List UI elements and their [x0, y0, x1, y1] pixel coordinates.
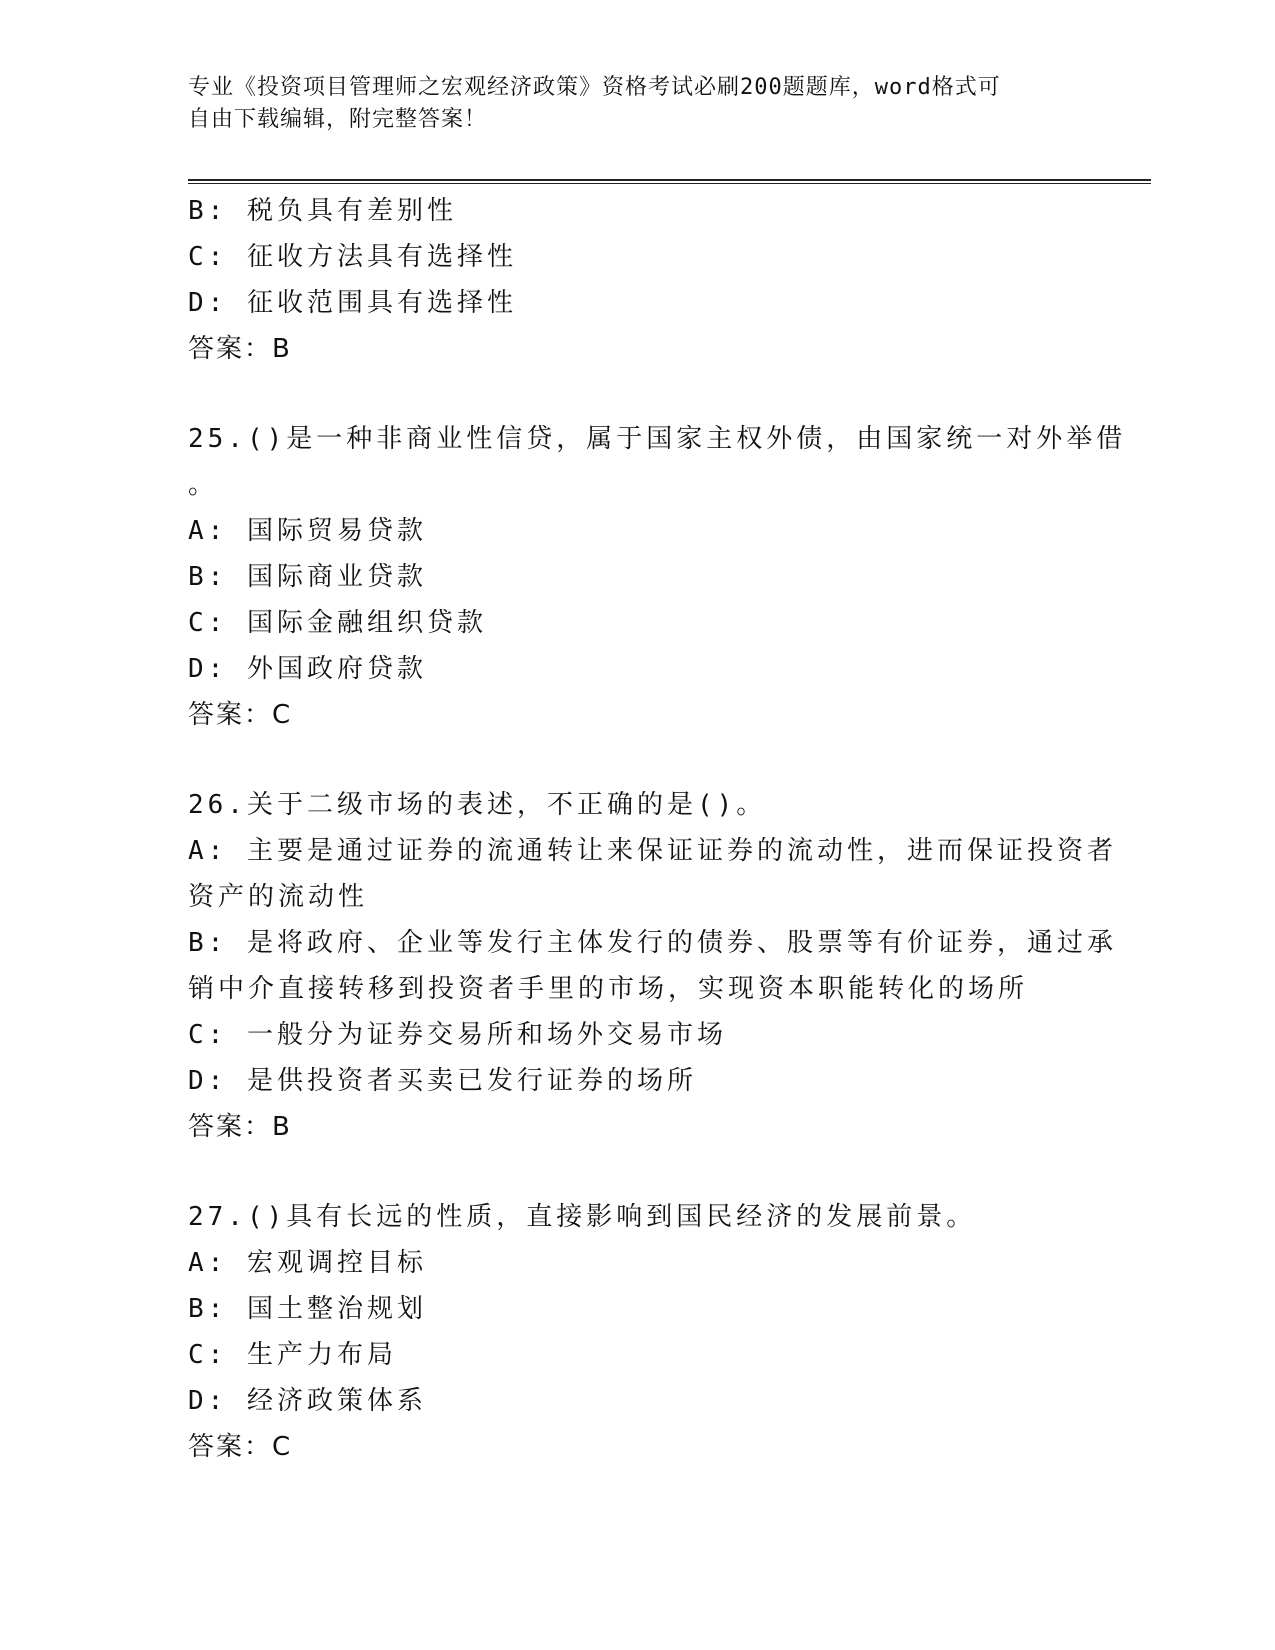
option-a-continued: 资产的流动性: [188, 882, 369, 912]
question-list: [188, 188, 1127, 1470]
question-24-continued: [188, 188, 1088, 372]
header-title-line-1: 专业《投资项目管理师之宏观经济政策》资格考试必刷200题题库，word格式可: [188, 75, 1001, 100]
spacer: [188, 372, 1088, 416]
option-d: D: 经济政策体系: [188, 1386, 427, 1416]
option-d: D: 征收范围具有选择性: [188, 288, 517, 318]
option-a: A: 国际贸易贷款: [188, 516, 427, 546]
spacer: [188, 1150, 1088, 1194]
option-b: B: 是将政府、企业等发行主体发行的债券、股票等有价证券，通过承: [188, 928, 1117, 958]
option-c: C: 国际金融组织贷款: [188, 608, 487, 638]
option-c: C: 生产力布局: [188, 1340, 397, 1370]
option-c: C: 征收方法具有选择性: [188, 242, 517, 272]
spacer: [188, 738, 1088, 782]
option-b-continued: 销中介直接转移到投资者手里的市场，实现资本职能转化的场所: [188, 974, 1029, 1004]
option-b: B: 国土整治规划: [188, 1294, 427, 1324]
answer: 答案：B: [188, 1112, 292, 1142]
option-d: D: 外国政府贷款: [188, 654, 427, 684]
answer: 答案：C: [188, 700, 293, 730]
page-header: [188, 72, 1078, 136]
option-d: D: 是供投资者买卖已发行证券的场所: [188, 1066, 697, 1096]
question-27: [188, 1194, 1088, 1470]
answer: 答案：B: [188, 334, 292, 364]
answer: 答案：C: [188, 1432, 293, 1462]
option-b: B: 税负具有差别性: [188, 196, 457, 226]
option-c: C: 一般分为证券交易所和场外交易市场: [188, 1020, 727, 1050]
header-divider: [188, 179, 1151, 184]
question-25: [188, 416, 1127, 738]
option-a: A: 主要是通过证券的流通转让来保证证券的流动性，进而保证投资者: [188, 836, 1117, 866]
question-stem: 26.关于二级市场的表述，不正确的是()。: [188, 790, 767, 820]
question-stem: 27.()具有长远的性质，直接影响到国民经济的发展前景。: [188, 1202, 977, 1232]
header-title-line-2: 自由下载编辑，附完整答案！: [188, 107, 488, 132]
question-26: [188, 782, 1117, 1150]
question-stem: 25.()是一种非商业性信贷，属于国家主权外债，由国家统一对外举借: [188, 424, 1127, 454]
question-stem-continued: 。: [188, 470, 219, 500]
option-a: A: 宏观调控目标: [188, 1248, 427, 1278]
option-b: B: 国际商业贷款: [188, 562, 427, 592]
